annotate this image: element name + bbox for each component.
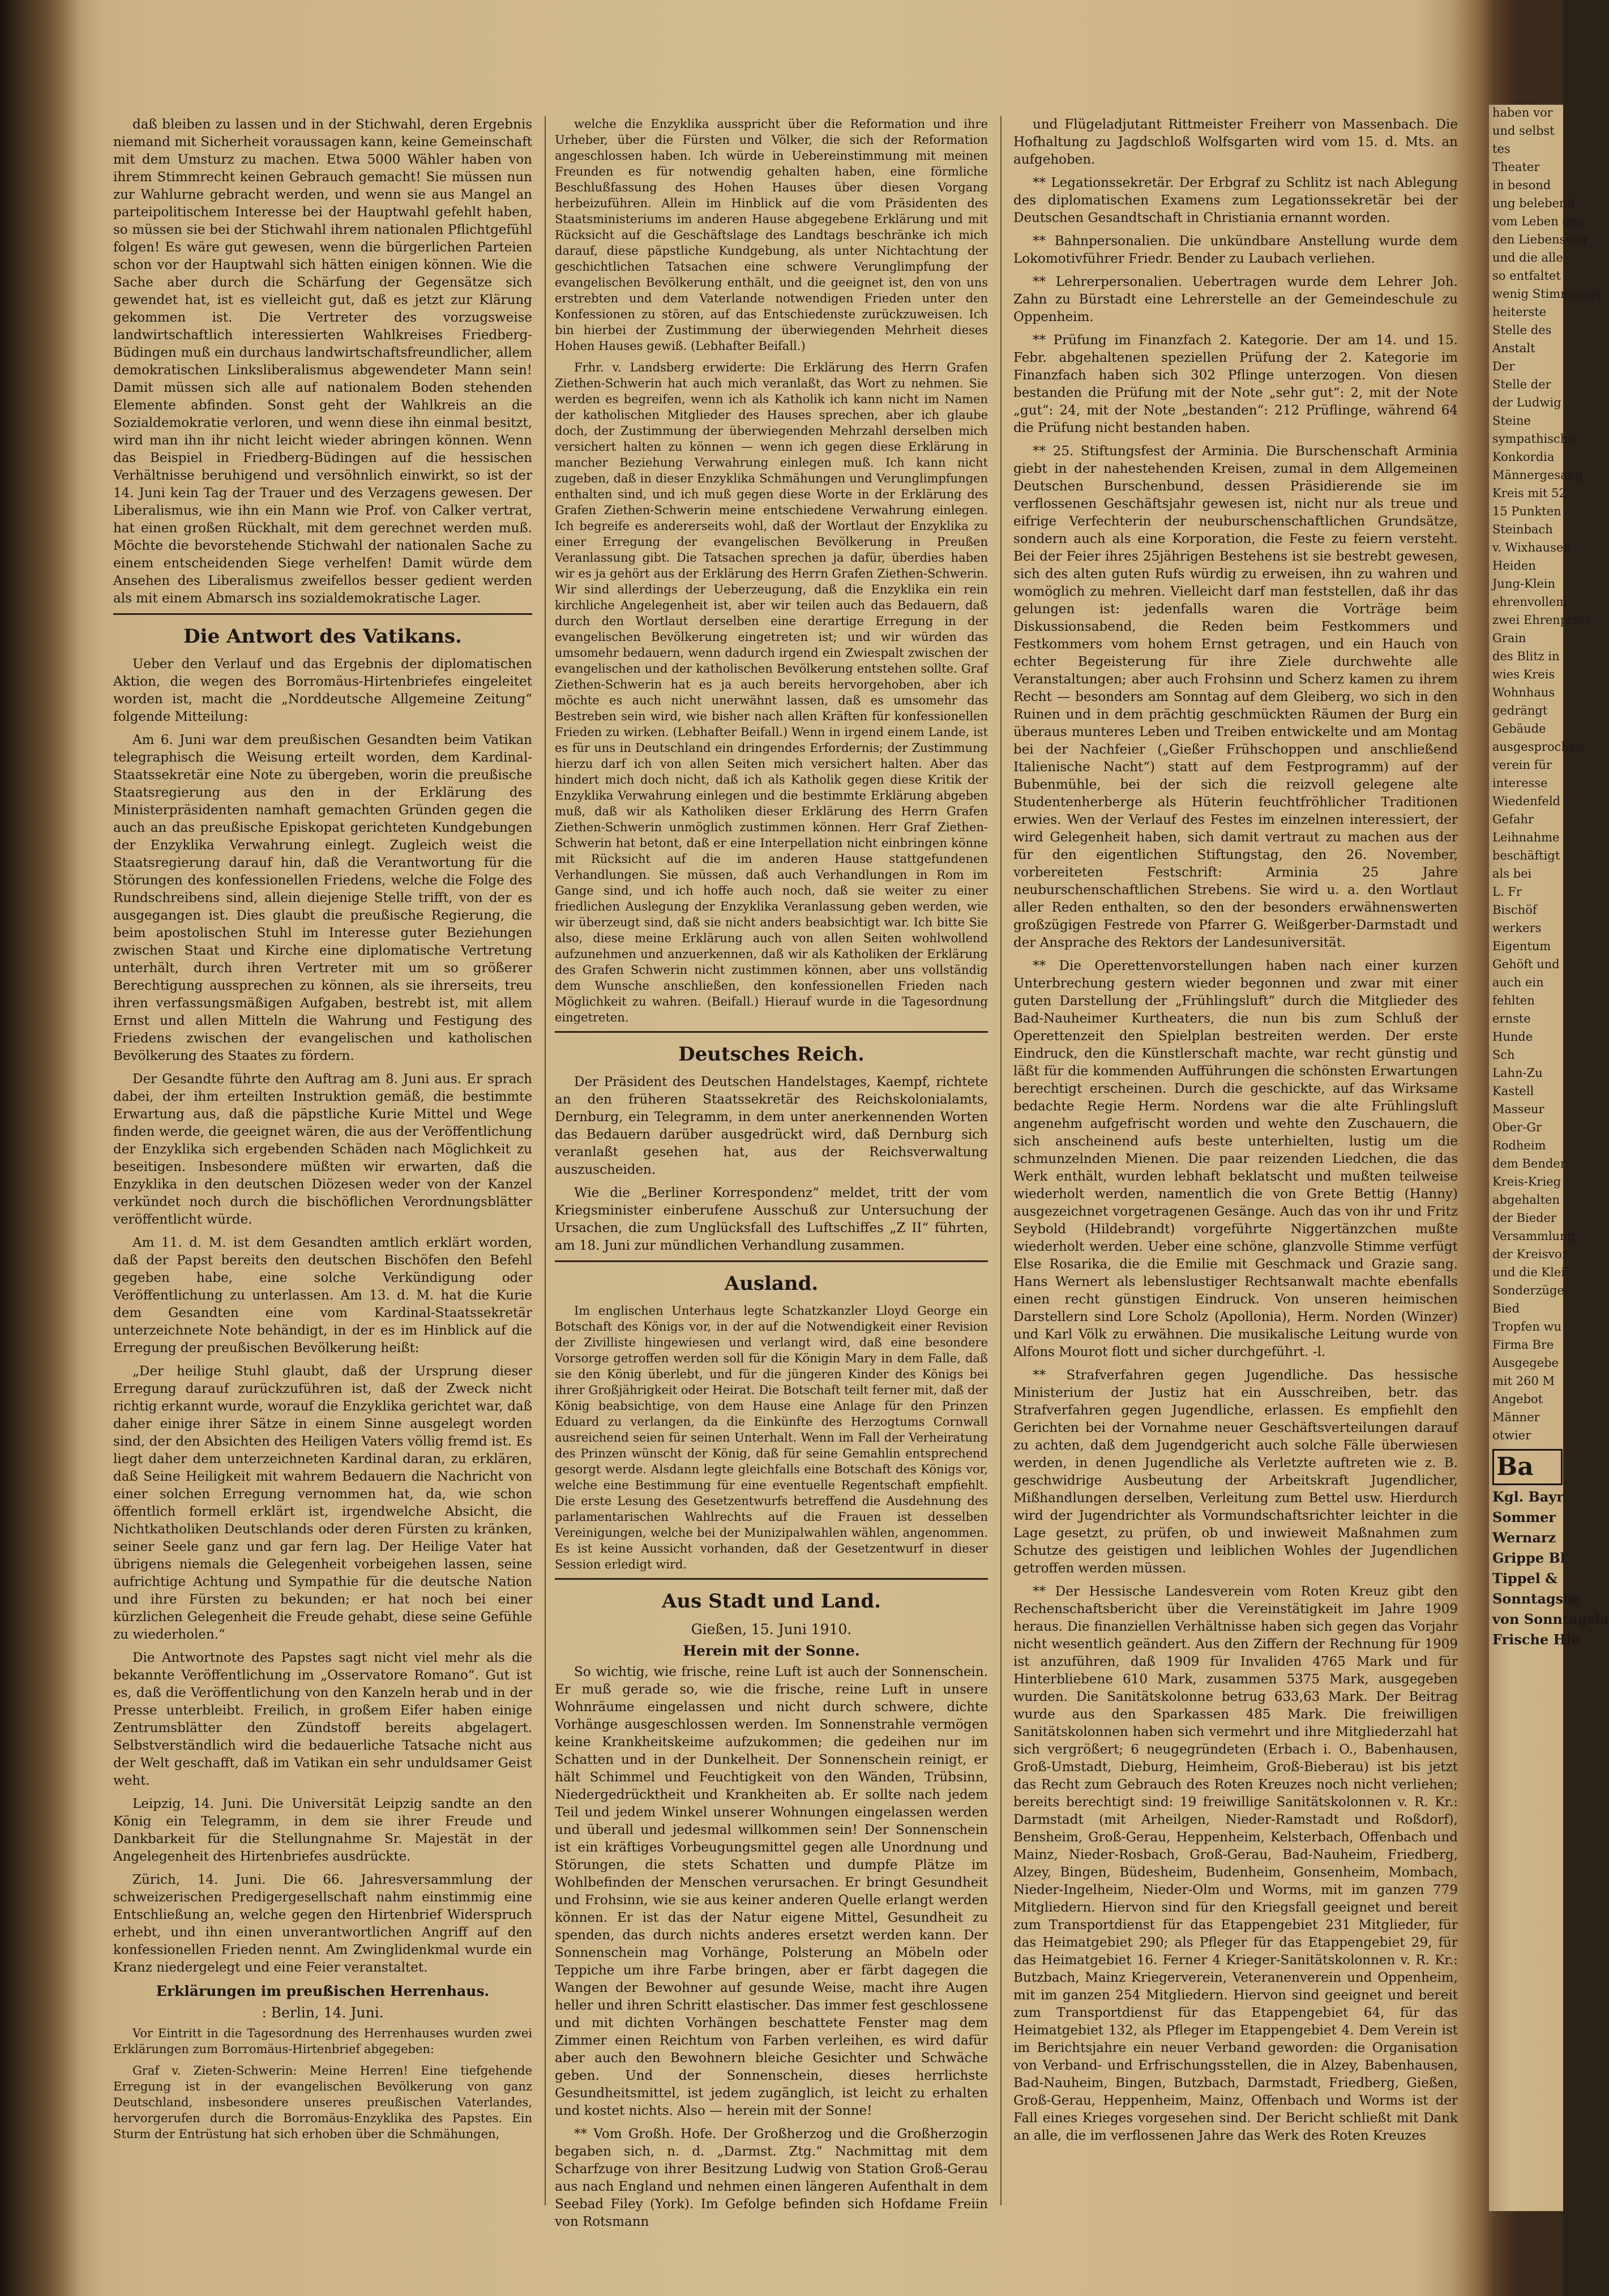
next-page-line: ernste [1492,1012,1531,1025]
next-page-line: Masseur [1492,1102,1544,1116]
advert-line: Kgl. Bayr [1492,1489,1564,1505]
next-page-line: Anstalt [1492,341,1535,355]
next-page-adverts [1489,1489,1609,1648]
paragraph: Leipzig, 14. Juni. Die Universität Leipzig sandte an den König ein Telegramm, in dem sie ihrer Freude und Dankbarkeit für die Stellungnahme Sr. Majestät in der Angelegenheit des Hirtenbriefes ausdrückte. [113,1797,532,1864]
next-page-line: Grain [1492,631,1526,645]
advert-line: Sonntagsbe [1492,1590,1582,1607]
paragraph: welche die Enzyklika ausspricht über die Reformation und ihre Urheber, über die Fürsten und Völker, die sich der Reformation angeschlossen haben. Ich würde in Uebereinstimmung mit meinen Freunden es für notwendig gehalten haben, eine förmliche Beschlußfassung des Hohen Hauses über diesen Vorgang herbeizuführen. Allein im Hinblick auf die vom Präsidenten des Staatsministeriums im anderen Hause abgegebene Erklärung und mit Rücksicht auf die Geschäftslage des Landtags beschränke ich mich darauf, diese päpstliche Kundgebung, als unter Nichtachtung der geschichtlichen Tatsachen eine schwere Verunglimpfung der evangelischen Bevölkerung enthält, und die geeignet ist, den von uns erstrebten und dem Vaterlande notwendigen Frieden unter den Konfessionen zu stören, auf das Entschiedenste zurückzuweisen. Ich bin hierbei der Zustimmung der überwiegenden Mehrheit dieses Hohen Hauses gewiß. (Lebhafter Beifall.) [555,117,988,353]
next-page-line: Versammlung [1492,1229,1576,1243]
ausland-news [555,1303,988,1572]
next-page-line: Gebäude [1492,722,1546,736]
paragraph: ** Lehrerpersonalien. Uebertragen wurde dem Lehrer Joh. Zahn zu Bürstadt eine Lehrerstelle an der Gemeindeschule zu Oppenheim. [1013,275,1458,324]
next-page-line: Ober-Gr [1492,1121,1542,1134]
next-page-line: sympathische [1492,432,1575,446]
next-page-text [1489,105,1601,1443]
next-page-line: Rodheim [1492,1139,1546,1152]
local-news-continued [1013,116,1458,2145]
paragraph: Am 6. Juni war dem preußischen Gesandten beim Vatikan telegraphisch die Weisung erteilt worden, dem Kardinal-Staatssekretär eine Note zu übergeben, worin die preußische Staatsregierung aus den in der Erklärung des Ministerpräsidenten namhaft gemachten Gründen gegen die auch an das preußische Episkopat gerichteten Kundgebungen der Enzyklika Verwahrung einlegt. Zugleich weist die Staatsregierung darauf hin, daß die Verantwortung für die Störungen des konfessionellen Friedens, welche die Folge des Rundschreibens sind, allein diejenige Stelle trifft, von der es ausgegangen ist. Dies glaubt die preußische Regierung, die beim apostolischen Stuhl im Interesse guter Beziehungen zwischen Staat und Kirche eine diplomatische Vertretung unterhält, durch ihren Vertreter mit um so größerer Berechtigung aussprechen zu können, als sie ihrerseits, treu ihren verfassungsmäßigen Aufgaben, bestrebt ist, mit allem Ernst und allen Mitteln die Wahrung und Festigung des Friedens zwischen der evangelischen und katholischen Bevölkerung des Staates zu fördern. [113,733,532,1063]
next-page-line: Hunde [1492,1030,1533,1044]
paragraph: daß bleiben zu lassen und in der Stichwahl, deren Ergebnis niemand mit Sicherheit voraussagen kann, keine Gemeinschaft mit dem Umsturz zu machen. Etwa 5000 Wähler haben von ihrem Stimmrecht keinen Gebrauch gemacht! Sie müssen nun zur Wahlurne gebracht werden, und wenn sie aus Mangel an parteipolitischem Interesse bei der Hauptwahl gefehlt haben, so müssen sie bei der Stichwahl ihrem nationalen Pflichtgefühl folgen! Es wäre gut gewesen, wenn die bürgerlichen Parteien schon vor der Hauptwahl sich hätten einigen können. Wie die Sache aber durch die Schärfung der Gegensätze sich gewendet hat, ist es vielleicht gut, daß es jetzt zur Klärung gekommen ist. Die Vertreter des vorzugsweise landwirtschaftlich interessierten Wahlkreises Friedberg-Büdingen muß ein durchaus landwirtschaftsfreundlicher, allem demokratischen Linksliberalismus abgewendeter Mann sein! Damit müssen sich alle auf nationalem Boden stehenden Elemente abfinden. Sonst geht der Wahlkreis an die Sozialdemokratie verloren, und wenn diese ihn einmal besitzt, wird man ihn ihr nicht leicht wieder abringen können. Wenn das Beispiel in Friedberg-Büdingen auf die hessischen Verhältnisse beruhigend und versöhnlich einwirkt, so ist der 14. Juni kein Tag der Trauer und des Verzagens gewesen. Der Liberalismus, wie ihn ein Mann wie Prof. von Calker vertrat, hat einen großen Rückhalt, mit dem gerechnet werden muß. Möchte die bevorstehende Stichwahl der nationalen Sache zu einem entscheidenden Siege verhelfen! Damit würde dem Ansehen des Liberalismus zweifellos besser gedient werden als mit einem Abmarsch ins sozialdemokratische Lager. [113,117,532,606]
next-page-line: Eigentum [1492,939,1551,953]
reich-news [555,1074,988,1255]
next-page-line: Stelle des [1492,323,1552,337]
next-page-line: als bei [1492,867,1532,880]
next-page-line: wies Kreis [1492,668,1555,681]
paragraph: Ueber den Verlauf und das Ergebnis der diplomatischen Aktion, die wegen des Borromäus-Hirtenbriefes eingeleitet worden ist, macht die „Norddeutsche Allgemeine Zeitung“ folgende Mitteilung: [113,657,532,724]
advert-line: Grippe Bl [1492,1550,1565,1566]
paragraph: So wichtig, wie frische, reine Luft ist auch der Sonnenschein. Er muß gerade so, wie die frische, reine Luft in unsere Wohnräume eingelassen und nicht durch schwere, dichte Vorhänge ausgeschlossen werden. Im Sonnenstrahle vermögen keine Krankheitskeime aufzukommen; die gedeihen nur im Schatten und in der Dunkelheit. Der Sonnenschein reinigt, er hält Schimmel und Feuchtigkeit von den Wänden, Trübsinn, Niedergedrücktheit und Krankheiten ab. Er sollte nach jedem Teil und jedem Winkel unserer Wohnungen eingelassen werden und überall und jedesmal willkommen sein! Der Sonnenschein ist ein kräftiges Vorbeugungsmittel gegen alle Unordnung und Störungen, die stets Schatten und dumpfe Plätze im Wohlbefinden der Menschen verursachen. Er bringt Gesundheit und Frohsinn, wie sie aus keiner anderen Quelle erlangt werden können. Er ist das der Natur eigene Mittel, Gesundheit zu spenden, das durch nichts anderes ersetzt werden kann. Der Sonnenschein mag Vorhänge, Polsterung an Möbeln oder Teppiche um ihre Farbe bringen, aber er färbt dagegen die Wangen der Bewohner auf gesunde Weise, macht ihre Augen heller und ihren Schritt elastischer. Das immer fest geschlossene und mit dichten Vorhängen beschattete Fenster mag dem Zimmer einen Reichtum von Farben verleihen, es wird dafür aber auch den Bewohnern bleiche Gesichter und Schwäche geben. Und der Sonnenschein, dieses herrlichste Gesundheitsmittel, ist jedem zugänglich, ist leicht zu erhalten und kostet nichts. Also — herein mit der Sonne! [555,1665,988,2118]
next-page-line: Stelle der [1492,378,1551,391]
next-page-line: Steine [1492,414,1531,427]
next-page-line: Lahn-Zu [1492,1066,1543,1080]
vatikan-article [113,656,532,1977]
advert-line: Wernarz [1492,1529,1556,1546]
next-page-line: ausgesprochen [1492,740,1584,754]
next-page-line: beschäftigt [1492,849,1560,862]
next-page-line: in besond [1492,178,1551,192]
section-rule [555,1031,988,1033]
next-page-line: fehlten [1492,994,1535,1007]
next-page-line: mit 260 M [1492,1374,1555,1388]
next-page-line: dem Bender [1492,1157,1566,1170]
next-page-line: ehrenvollem [1492,595,1568,609]
section-rule [113,613,532,615]
paragraph: Wie die „Berliner Korrespondenz“ meldet, tritt der vom Kriegsminister einberufene Ausschuß zur Untersuchung der Ursachen, die zum Unglücksfall des Luftschiffes „Z II“ führten, am 18. Juni zur mündlichen Verhandlung zusammen. [555,1186,988,1253]
next-page-line: des Blitz in [1492,649,1560,663]
dateline-giessen: Gießen, 15. Juni 1910. [691,1621,852,1637]
next-page-line: verein für [1492,758,1552,772]
next-page-line: Bischöf [1492,903,1537,917]
dateline-berlin: : Berlin, 14. Juni. [262,2004,384,2021]
next-page-edge [1489,105,1609,2211]
paragraph: Vor Eintritt in die Tagesordnung des Herrenhauses wurden zwei Erklärungen zum Borromäus-Hirtenbrief abgegeben: [113,2026,532,2056]
intro-article [113,116,532,608]
paragraph: Graf v. Zieten-Schwerin: Meine Herren! Eine tiefgehende Erregung ist in der evangelischen Bevölkerung von ganz Deutschland, insbesondere unseres preußischen Vaterlandes, hervorgerufen durch die Borromäus-Enzyklika des Papstes. Ein Sturm der Entrüstung hat sich erhoben über die Schmähungen, [113,2064,532,2141]
next-page-line: Männer [1492,1410,1540,1424]
next-page-line: der Kreisvor [1492,1247,1568,1261]
paragraph: Frhr. v. Landsberg erwiderte: Die Erklärung des Herrn Grafen Ziethen-Schwerin hat auch mich veranlaßt, das Wort zu nehmen. Sie werden es begreifen, wenn ich als Katholik ich kann nicht im Namen der katholischen Mitglieder des Hauses sprechen, aber ich glaube doch, der Zustimmung der überwiegenden Mehrzahl derselben mich versichert halten zu können — wenn ich gegen diese Erklärung in mancher Beziehung Verwahrung einlegen muß. Ich kann nicht zugeben, daß in dieser Enzyklika Schmähungen und Verunglimpfungen enthalten sind, und ich muß gegen diese Worte in der Erklärung des Grafen Ziethen-Schwerin meine entschiedene Verwahrung einlegen. Ich begreife es andererseits wohl, daß der Wortlaut der Enzyklika zu einer Erregung der evangelischen Bevölkerung in Preußen Veranlassung gibt. Die Tatsachen sprechen ja dafür, überdies haben wir es ja gehört aus der Erklärung des Herrn Grafen Ziethen-Schwerin. Wir sind allerdings der Ueberzeugung, daß die Enzyklika ein rein kirchliche Angelegenheit ist, aber wir teilen auch das Bedauern, daß durch den Wortlaut derselben eine derartige Erregung in der evangelischen Bevölkerung eingetreten ist; und wir würden das umsomehr bedauern, wenn dadurch irgend ein Zwiespalt zwischen der evangelischen und der katholischen Bevölkerung entstehen sollte. Graf Ziethen-Schwerin hat es ja auch bereits hervorgehoben, aber ich möchte es auch nicht unerwähnt lassen, daß es umsomehr das Bestreben sein wird, wie bisher nach allen Kräften für konfessionellen Frieden zu wirken. (Lebhafter Beifall.) Wenn in irgend einem Lande, ist es für uns in Deutschland ein dringendes Erfordernis; der Zustimmung hierzu darf ich von allen Seiten mich versichert halten. Aber das hindert mich doch nicht, daß ich als Katholik gegen diese Kritik der Enzyklika Verwahrung einlegen und die bestimmte Erklärung abgeben muß, daß wir als Katholiken dieser Erklärung des Herrn Grafen Ziethen-Schwerin unmöglich zustimmen können. Herr Graf Ziethen-Schwerin hat betont, daß er eine Interpellation nicht einbringen könne mit Rücksicht auf die im anderen Hause stattgefundenen Verhandlungen. Sie müssen, daß auch Verhandlungen in Rom im Gange sind, und ich hoffe auch noch, daß sie weiter zu einer friedlichen Auslegung der Enzyklika Veranlassung geben werden, wie wir überzeugt sind, daß sie nicht anders beabsichtigt war. Ich bitte Sie also, diese meine Erklärung auch von allen Seiten wohlwollend aufzunehmen und anzuerkennen, daß wir als Katholiken der Erklärung des Grafen Schwerin nicht zustimmen können, aber uns vollständig dem Wunsche anschließen, den konfessionellen Frieden nach Möglichkeit zu wahren. (Beifall.) Hierauf wurde in die Tagesordnung eingetreten. [555,361,988,1024]
next-page-line: Heiden [1492,559,1536,572]
next-page-line: Wiedenfeld [1492,794,1561,808]
paragraph: Die Antwortnote des Papstes sagt nicht viel mehr als die bekannte Veröffentlichung im „Osservatore Romano“. Gut ist es, daß die Veröffentlichung von den Kanzeln herab und in der Presse unterbleibt. Freilich, in großem Eifer haben einige Zentrumsblätter den Zündstoff bereits abgelagert. Selbstverständlich wird die bedauerliche Tatsache nicht aus der Welt geschafft, daß im Vatikan ein sehr unduldsamer Geist weht. [113,1651,532,1788]
next-page-line: Bied [1492,1302,1520,1315]
next-page-line: Steinbach [1492,523,1553,536]
advert-line: von Sonntagsla [1492,1611,1609,1627]
next-page-line: Männergesang [1492,468,1583,482]
paragraph: Der Präsident des Deutschen Handelstages, Kaempf, richtete an den früheren Staatssekretär des Reichskolonialamts, Dernburg, ein Telegramm, in dem unter anerkennenden Worten das Bedauern darüber ausgedrückt wird, daß Dernburg sich veranlaßt gesehen hat, aus der Reichsverwaltung auszuscheiden. [555,1075,988,1177]
next-page-line: Kastell [1492,1084,1534,1098]
next-page-line: 15 Punkten [1492,504,1561,518]
advert-box: Ba [1492,1449,1563,1485]
paragraph: und Flügeladjutant Rittmeister Freiherr von Massenbach. Die Hofhaltung zu Jagdschloß Wolfsgarten wird vom 15. d. Mts. an aufgehoben. [1013,117,1458,167]
paragraph: Im englischen Unterhaus legte Schatzkanzler Lloyd George ein Botschaft des Königs vor, in der auf die Notwendigkeit einer Revision der Zivilliste hingewiesen und verlangt wird, daß eine besondere Vorsorge getroffen werden soll für die Königin Mary in dem Falle, daß sie den König überlebt, und für die jüngeren Kinder des Königs bei ihrer Großjährigkeit oder Heirat. Die Botschaft teilt ferner mit, daß der König beabsichtige, von dem Hause eine Anlage für den Prinzen Eduard zu verlangen, da die Einkünfte des Herzogtums Cornwall ausreichend seien für seinen Unterhalt. Wenn im Fall der Verheiratung des Prinzen wünscht der König, daß für seine Gemahlin entsprechend gesorgt werde. Alsdann legte gleichfalls eine Botschaft des Königs vor, welche eine Bestimmung für eine eventuelle Regentschaft empfiehlt. Die erste Lesung des Gesetzentwurfs betreffend die Ausdehnung des parlamentarischen Wahlrechts auf die Frauen ist desselben Vereinigungen, welche bei der Munizipalwahlen wählen, angenommen. Es ist keine Aussicht vorhanden, daß der Gesetzentwurf in dieser Session erledigt wird. [555,1304,988,1571]
next-page-line: interesse [1492,776,1548,790]
newspaper-page [113,116,1458,2229]
advert-line: Tippel & [1492,1570,1557,1587]
column-3 [1013,116,1458,2205]
next-page-line: und die alle [1492,251,1563,264]
next-page-line: ung belebend [1492,196,1575,210]
next-page-line: Kreis mit 52 [1492,486,1567,500]
paragraph: Zürich, 14. Juni. Die 66. Jahresversammlung der schweizerischen Predigergesellschaft nahm einstimmig eine Entschließung an, welche gegen den Hirtenbrief Widerspruch erhebt, und ihn einen unverantwortlichen Angriff auf den konfessionellen Frieden nennt. Am Zwinglidenkmal wurde ein Kranz niedergelegt und eine Feier veranstaltet. [113,1872,532,1975]
next-page-line: auch ein [1492,976,1544,989]
next-page-line: Gefahr [1492,813,1534,826]
column-divider [545,116,546,2205]
heading-deutsches-reich: Deutsches Reich. [678,1043,865,1066]
next-page-line: abgehalten [1492,1193,1560,1207]
next-page-line: Firma Bre [1492,1338,1554,1352]
herrenhaus-continued [555,116,988,1025]
next-page-line: Theater [1492,160,1540,174]
paragraph: „Der heilige Stuhl glaubt, daß der Ursprung dieser Erregung darauf zurückzuführen ist, daß der Zweck nicht richtig erkannt wurde, worauf die Enzyklika gerichtet war, daß daher einige ihrer Sätze in einem Sinne ausgelegt worden sind, der den Absichten des Heiligen Vaters völlig fremd ist. Es liegt daher dem unterzeichneten Kardinal daran, zu erklären, daß Seine Heiligkeit mit wahrem Bedauern die Nachricht von einer solchen Erregung vernommen hat, da, wie schon öffentlich formell erklärt ist, irgendwelche Absicht, die Nichtkatholiken Deutschlands oder deren Fürsten zu kränken, seiner Seele ganz und gar fern lag. Der Heilige Vater hat übrigens niemals die Gelegenheit vorbeigehen lassen, seine aufrichtige Achtung und Sympathie für die deutsche Nation und ihre Fürsten zu bekunden; er hat noch bei einer kürzlichen Gelegenheit die Freude gehabt, diese seine Gefühle zu wiederholen.“ [113,1364,532,1642]
next-page-line: tes [1492,142,1510,156]
column-1 [113,116,532,2205]
next-page-line: gedrängt [1492,704,1548,717]
next-page-line: der Bieder [1492,1211,1557,1225]
paragraph: Der Gesandte führte den Auftrag am 8. Juni aus. Er sprach dabei, der ihm erteilten Instruktion gemäß, die bestimmte Erwartung aus, daß die päpstliche Kurie Mittel und Wege finden werde, die geeignet wären, die aus der Veröffentlichung der Enzyklika sich ergebenden Schäden nach Möglichkeit zu beseitigen. Insbesondere müßten wir erwarten, daß die Enzyklika in den deutschen Diözesen weder von der Kanzel verkündet noch durch die bischöflichen Verordnungsblätter veröffentlicht würde. [113,1072,532,1227]
next-page-line: vom Leben gen [1492,215,1585,228]
next-page-line: und selbst [1492,124,1555,138]
heading-herrenhaus: Erklärungen im preußischen Herrenhaus. [156,1983,490,1999]
next-page-line: Gehöft und [1492,957,1560,971]
next-page-line: Jung-Klein [1492,577,1556,591]
section-rule [555,1578,988,1580]
next-page-line: wenig Stimmungs [1492,287,1601,301]
paragraph: ** Prüfung im Finanzfach 2. Kategorie. Der am 14. und 15. Febr. abgehaltenen speziellen Prüfung der 2. Kategorie im Finanzfach haben sich 302 Pflinge unterzogen. Von diesen bestanden die Prüfung mit der Note „sehr gut“: 2, mit der Note „gut“: 24, mit der Note „bestanden“: 212 Prüflinge, während 64 die Prüfung nicht bestanden haben. [1013,333,1458,435]
heading-herein-mit-der-sonne: Herein mit der Sonne. [683,1643,860,1659]
next-page-line: den Liebenswer [1492,233,1589,246]
next-page-line: zwei Ehrenpreis [1492,613,1591,627]
next-page-line: Ausgegebe [1492,1356,1559,1370]
next-page-line: Sch [1492,1048,1515,1062]
paragraph: ** Bahnpersonalien. Die unkündbare Anstellung wurde dem Lokomotivführer Friedr. Bender zu Laubach verliehen. [1013,234,1458,266]
heading-stadt-und-land: Aus Stadt und Land. [662,1590,881,1613]
next-page-line: haben vor [1492,106,1553,119]
next-page-line: Konkordia [1492,450,1555,464]
paragraph: ** Legationssekretär. Der Erbgraf zu Schlitz ist nach Ablegung des diplomatischen Examens zum Legationssekretär bei der Deutschen Gesandtschaft in Christiania ernannt worden. [1013,176,1458,225]
book-binding-shadow [0,0,79,2296]
next-page-line: werkers [1492,921,1542,935]
column-2 [555,116,988,2229]
section-rule [555,1260,988,1262]
local-news [555,1664,988,2231]
herrenhaus-article [113,2025,532,2142]
next-page-line: v. Wixhausen [1492,541,1571,554]
column-divider [1000,116,1002,2205]
heading-ausland: Ausland. [724,1272,819,1295]
next-page-line: Sonderzüge [1492,1284,1564,1297]
next-page-line: Kreis-Krieg [1492,1175,1561,1188]
next-page-line: L. Fr [1492,885,1522,899]
advert-line: Sommer [1492,1509,1556,1525]
next-page-line: der Ludwig [1492,396,1561,409]
next-page-line: und die Klei [1492,1265,1565,1279]
paragraph: Am 11. d. M. ist dem Gesandten amtlich erklärt worden, daß der Papst bereits den deutschen Bischöfen den Befehl gegeben habe, eine solche Verkündigung oder Veröffentlichung zu unterlassen. Am 13. d. M. hat die Kurie dem Gesandten eine vom Kardinal-Staatssekretär unterzeichnete Note behändigt, in der es im Hinblick auf die Erregung der preußischen Bevölkerung heißt: [113,1235,532,1356]
next-page-line: heiterste [1492,305,1547,319]
next-page-line: Angebot [1492,1392,1543,1406]
next-page-line: Wohnhaus [1492,686,1555,699]
paragraph: ** Vom Großh. Hofe. Der Großherzog und die Großherzogin begaben sich, n. d. „Darmst. Ztg.“ Nachmittag mit dem Scharfzuge von ihrer Besitzung Ludwig von Station Groß-Gerau aus nach England und nehmen einen längeren Aufenthalt in dem Seebad Filey (York). Im Gefolge befinden sich Hofdame Freiin von Rotsmann [555,2127,988,2229]
advert-line: Frische Hie [1492,1631,1580,1648]
paragraph: ** Die Operettenvorstellungen haben nach einer kurzen Unterbrechung gestern wieder begonnen und zwar mit einer guten Darstellung der „Frühlingsluft“ durch die Mitglieder des Bad-Nauheimer Kurtheaters, die nun bis zum Schluß der Operettenzeit den Spielplan bestreiten werden. Der erste Eindruck, den die Künstlerschaft machte, war recht günstig und läßt für die kommenden Aufführungen die schönsten Erwartungen berechtigt erscheinen. Durch die geschickte, auf das Wirksame bedachte Regie Herm. Nordens war die alte Frühlingsluft angenehm aufgefrischt worden und wehte den Zuschauern, die sich anscheinend aufs beste unterhielten, lustig um die schmunzelnden Mienen. Die paar reizenden Liedchen, die das Werk enthält, wurden lebhaft beklatscht und mußten teilweise wiederholt werden, namentlich die von Grete Bettig (Hanny) ausgezeichnet vorgetragenen Gesänge. Auch das von ihr und Fritz Seybold (Hildebrandt) vorgeführte Niggertänzchen mußte wiederholt werden. Ueber eine schöne, glanzvolle Stimme verfügt Else Rosarika, die die Emilie mit Geschmack und Grazie sang. Hans Wernert als lebenslustiger Rechtsanwalt machte ebenfalls einen recht günstigen Eindruck. Von unseren heimischen Darstellern sind Lore Scholz (Apollonia), Herm. Norden (Winzer) und Karl Völk zu erwähnen. Die musikalische Leitung wurde von Alfons Mourot flott und sicher durchgeführt. -l. [1013,959,1458,1359]
next-page-line: Leihnahme [1492,831,1560,844]
paragraph: ** 25. Stiftungsfest der Arminia. Die Burschenschaft Arminia giebt in der nahestehenden Kreisen, zumal in dem Allgemeinen Deutschen Burschenbund, dessen Präsidierende sie im verflossenen Geschäftsjahr gewesen ist, nicht nur als treue und eifrige Verfechterin der neuburschenschaftlichen Grundsätze, sondern auch als eine Korporation, die Feste zu feiern versteht. Bei der Feier ihres 25jährigen Bestehens ist sie bestrebt gewesen, sich des alten guten Rufs würdig zu erweisen, ihn zu wahren und womöglich zu mehren. Vielleicht darf man feststellen, daß ihr das gelungen ist: jedenfalls waren die Vorträge beim Diskussionsabend, die Reden beim Festkommers und Festkommers vom hohem Ernst getragen, und ein Hauch von echter Begeisterung für ihre Ziele durchwehte alle Veranstaltungen; aber auch Frohsinn und Scherz kamen zu ihrem Recht — besonders am Sonntag auf dem Gleiberg, wo sich in den Ruinen und in dem prächtig geschmückten Räumen der Burg ein überaus munteres Leben und Treiben entwickelte und am Montag bei der Nachfeier („Gießer Frühschoppen und anschließend Italienische Nacht“) statt auf dem Festprogramm) auf der Bubenmühle, bei der sich die reizvoll gelegene alte Studentenherberge als Hüterin feuchtfröhlicher Traditionen erwies. Wen der Verlauf des Festes im einzelnen interessiert, der wird Gelegenheit haben, sich damit vertraut zu machen aus der für den eigentlichen Stiftungstag, den 26. November, vorbereiteten Festschrift: Arminia 25 Jahre neuburschenschaftlichen Strebens. Sie wird u. a. den Wortlaut aller Reden enthalten, so den der besonders erwähnenswerten großzügigen Festrede von Pfarrer G. Weißgerber-Darmstadt und der Ansprache des Rektors der Landesuniversität. [1013,444,1458,950]
paragraph: ** Der Hessische Landesverein vom Roten Kreuz gibt den Rechenschaftsbericht über die Vereinstätigkeit im Jahre 1909 heraus. Die finanziellen Verhältnisse haben sich gegen das Vorjahr nicht wesentlich geändert. Aus den Ziffern der Rechnung für 1909 ist anzuführen, daß 1909 für Invaliden 4765 Mark und für Hinterbliebene 610 Mark, zusammen 5375 Mark, ausgegeben wurden. Die Sanitätskolonne betrug 633,63 Mark. Der Beitrag wurde aus den Sparkassen 485 Mark. Die freiwilligen Sanitätskolonnen haben sich vermehrt und ihre Mitgliederzahl hat sich vergrößert; 6 neugegründeten (Erbach i. O., Babenhausen, Groß-Umstadt, Dieburg, Heimheim, Groß-Bieberau) ist bis jetzt das Recht zum Gebrauch des Roten Kreuzes noch nicht verliehen; bereits berechtigt sind: 19 freiwillige Sanitätskolonnen v. R. Kr.: Darmstadt (mit Arheilgen, Nieder-Ramstadt und Roßdorf), Bensheim, Groß-Gerau, Heppenheim, Kelsterbach, Offenbach und Mainz, Nieder-Rosbach, Groß-Gerau, Bad-Nauheim, Friedberg, Alzey, Bingen, Büdesheim, Budenheim, Gonsenheim, Mombach, Nieder-Ingelheim, Nieder-Olm und Worms, mit im ganzen 779 Mitgliedern. Hiervon sind für den Kriegsfall geeignet und bereit zum Transportdienst für das Etappengebiet 231 Mitglieder, für das Heimatgebiet 290; als Pfleger für das Etappengebiet 29, für das Heimatgebiet 16. Ferner 4 Krieger-Sanitätskolonnen v. R. Kr.: Butzbach, Mainz Kriegerverein, Veteranenverein und Oppenheim, mit im ganzen 254 Mitgliedern. Hiervon sind geeignet und bereit zum Transportdienst für das Etappengebiet 64, für das Heimatgebiet 132, als Pfleger im Etappengebiet 4. Dem Verein ist im Berichtsjahre ein neuer Verband geworden: die Organisation von Verband- und Erfrischungsstellen, die in Alzey, Babenhausen, Bad-Nauheim, Bingen, Butzbach, Darmstadt, Friedberg, Gießen, Groß-Gerau, Heppenheim, Mainz, Offenbach und Worms ist der Fall eines Krieges vorgesehen sind. Der Bericht schließt mit Dank an alle, die im verflossenen Jahre das Werk des Roten Kreuzes [1013,1584,1458,2143]
next-page-line: Tropfen wu [1492,1320,1562,1333]
next-page-line: otwier [1492,1429,1531,1442]
heading-antwort-vatikans: Die Antwort des Vatikans. [183,625,462,648]
next-page-line: Der [1492,360,1515,373]
next-page-line: so entfaltet [1492,269,1561,283]
paragraph: ** Strafverfahren gegen Jugendliche. Das hessische Ministerium der Justiz hat ein Ausschreiben, betr. das Strafverfahren gegen Jugendliche, erlassen. Es empfiehlt den Gerichten bei der Vornahme neuer Geschäftsverteilungen darauf zu achten, daß dem Jugendgericht auch solche Fälle überwiesen werden, in denen Jugendliche als Verletzte auftreten wie z. B. geschwidrige Ausbeutung der Arbeitskraft Jugendlicher, Mißhandlungen derselben, Verleitung zum Bettel usw. Hierdurch wird der Jugendrichter als Vormundschaftsrichter leichter in die Lage gesetzt, zu prüfen, ob und inwieweit Maßnahmen zum Schutze des geistigen und leiblichen Wohles der Jugendlichen getroffen werden müssen. [1013,1368,1458,1576]
